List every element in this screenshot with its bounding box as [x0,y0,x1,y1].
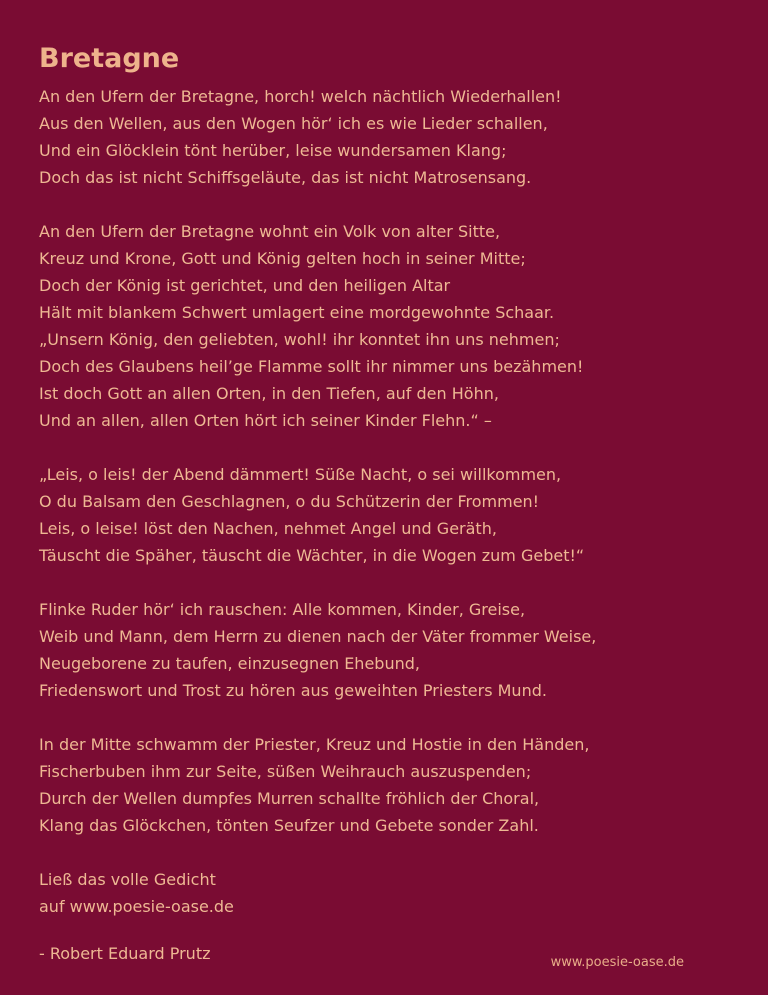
verse-line: Friedenswort und Trost zu hören aus geweihten Priesters Mund. [39,681,547,700]
verse-line: Täuscht die Späher, täuscht die Wächter, in die Wogen zum Gebet!“ [39,546,585,565]
verse-line: In der Mitte schwamm der Priester, Kreuz und Hostie in den Händen, [39,735,590,754]
note-link-line: auf www.poesie-oase.de [39,897,234,916]
verse-line: Fischerbuben ihm zur Seite, süßen Weihrauch auszuspenden; [39,762,532,781]
verse-line: Ist doch Gott an allen Orten, in den Tiefen, auf den Höhn, [39,384,499,403]
stanza [39,218,768,434]
verse-line: „Leis, o leis! der Abend dämmert! Süße Nacht, o sei willkommen, [39,465,562,484]
stanza [39,83,768,191]
verse-line: Flinke Ruder hör‘ ich rauschen: Alle kommen, Kinder, Greise, [39,600,526,619]
verse-line: Und an allen, allen Orten hört ich seiner Kinder Flehn.“ – [39,411,492,430]
full-poem-note [39,866,768,920]
verse-line: An den Ufern der Bretagne, horch! welch nächtlich Wiederhallen! [39,87,562,106]
poem-author: - Robert Eduard Prutz [39,944,211,963]
verse-line: An den Ufern der Bretagne wohnt ein Volk von alter Sitte, [39,222,501,241]
verse-line: Weib und Mann, dem Herrn zu dienen nach der Väter frommer Weise, [39,627,597,646]
verse-line: Aus den Wellen, aus den Wogen hör‘ ich es wie Lieder schallen, [39,114,548,133]
site-url: www.poesie-oase.de [550,955,684,970]
note-line: Ließ das volle Gedicht [39,870,216,889]
poem-title: Bretagne [39,43,180,74]
poem-body [39,83,768,839]
verse-line: O du Balsam den Geschlagnen, o du Schützerin der Frommen! [39,492,540,511]
verse-line: Und ein Glöcklein tönt herüber, leise wundersamen Klang; [39,141,507,160]
stanza [39,731,768,839]
verse-line: Hält mit blankem Schwert umlagert eine mordgewohnte Schaar. [39,303,555,322]
stanza [39,461,768,569]
verse-line: Doch des Glaubens heil’ge Flamme sollt ihr nimmer uns bezähmen! [39,357,584,376]
verse-line: Kreuz und Krone, Gott und König gelten hoch in seiner Mitte; [39,249,526,268]
verse-line: Durch der Wellen dumpfes Murren schallte fröhlich der Choral, [39,789,540,808]
verse-line: Neugeborene zu taufen, einzusegnen Ehebund, [39,654,420,673]
verse-line: „Unsern König, den geliebten, wohl! ihr konntet ihn uns nehmen; [39,330,560,349]
stanza [39,596,768,704]
verse-line: Doch das ist nicht Schiffsgeläute, das ist nicht Matrosensang. [39,168,532,187]
verse-line: Klang das Glöckchen, tönten Seufzer und Gebete sonder Zahl. [39,816,539,835]
verse-line: Doch der König ist gerichtet, und den heiligen Altar [39,276,451,295]
verse-line: Leis, o leise! löst den Nachen, nehmet Angel und Geräth, [39,519,497,538]
